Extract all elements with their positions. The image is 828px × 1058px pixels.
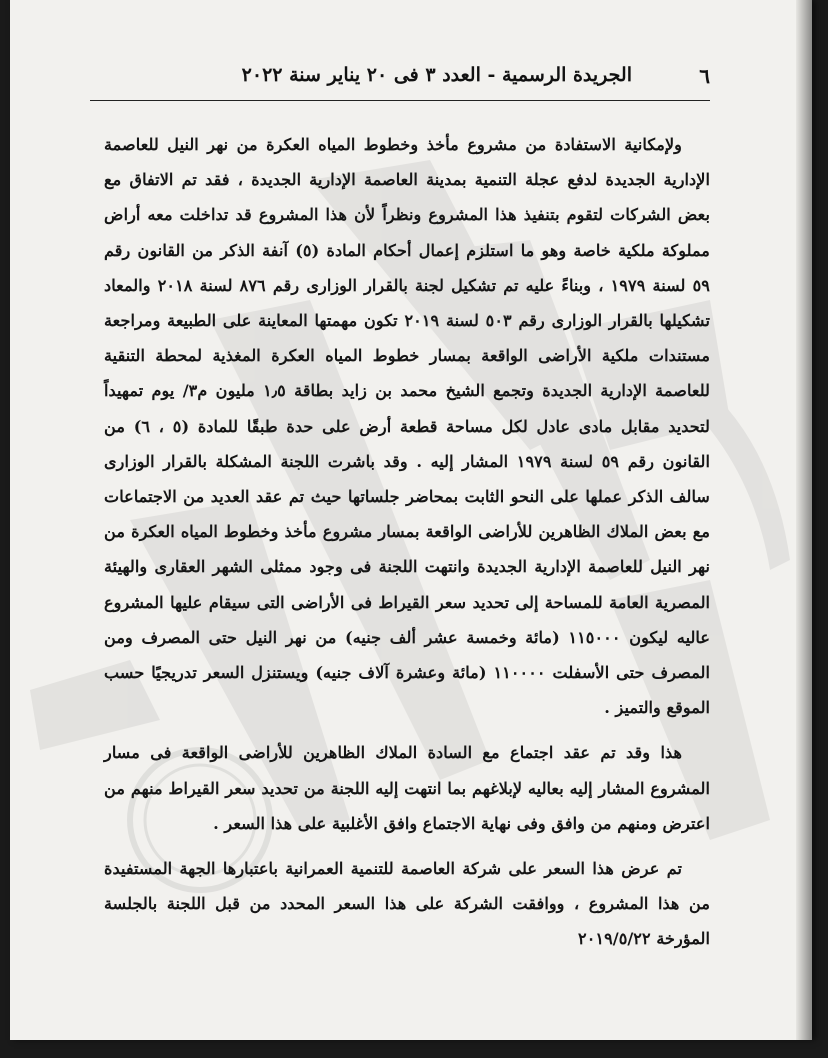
- page-edge-shadow: [796, 0, 812, 1040]
- gazette-issue-title: الجريدة الرسمية - العدد ٣ فى ٢٠ يناير سنة ٢٠٢٢: [241, 64, 632, 86]
- paragraph-3: تم عرض هذا السعر على شركة العاصمة للتنمية العمرانية باعتبارها الجهة المستفيدة من هذا المشروع ، ووافقت الشركة على هذا السعر المحدد من قبل اللجنة بالجلسة المؤرخة ٢٠١٩/٥/٢٢: [104, 859, 710, 949]
- paragraph-2: هذا وقد تم عقد اجتماع مع السادة الملاك الظاهرين للأراضى الواقعة فى مسار المشروع المشار إليه بعاليه لإبلاغهم بما انتهت إليه اللجنة من تحديد سعر القيراط منهم من اعترض ومنهم من وافق وفى نهاية الاجتماع وافق الأغلبية على هذا السعر .: [104, 743, 710, 833]
- paragraph-1: ولإمكانية الاستفادة من مشروع مأخذ وخطوط المياه العكرة من نهر النيل للعاصمة الإدارية الجديدة لدفع عجلة التنمية بمدينة العاصمة الإدارية الجديدة ، فقد تم الاتفاق مع بعض الشركات لتقوم بتنفيذ هذا المشروع ونظراً لأن هذا المشروع قد تداخلت معه أراض مملوكة ملكية خاصة وهو ما استلزم إعمال أحكام المادة (٥) آنفة الذكر من القانون رقم ٥٩ لسنة ١٩٧٩ ، وبناءً عليه تم تشكيل لجنة بالقرار الوزارى رقم ٨٧٦ لسنة ٢٠١٨ والمعاد تشكيلها بالقرار الوزارى رقم ٥٠٣ لسنة ٢٠١٩ تكون مهمتها المعاينة على الطبيعة ومراجعة مستندات ملكية الأراضى الواقعة بمسار خطوط المياه العكرة المغذية لمحطة التنقية للعاصمة الإدارية الجديدة وتجمع الشيخ محمد بن زايد بطاقة ١٫٥ مليون م٣/ يوم تمهيداً لتحديد مقابل مادى عادل لكل مساحة قطعة أرض على حدة طبقًا للمادة (٥ ، ٦) من القانون رقم ٥٩ لسنة ١٩٧٩ المشار إليه . وقد باشرت اللجنة المشكلة بالقرار الوزارى سالف الذكر عملها على النحو الثابت بمحاضر جلساتها حيث تم عقد العديد من الاجتماعات مع بعض الملاك الظاهرين للأراضى الواقعة بمسار مشروع مأخذ وخطوط المياه العكرة من نهر النيل للعاصمة الإدارية الجديدة وانتهت اللجنة فى وجود ممثلى الشهر العقارى والهيئة المصرية العامة للمساحة إلى تحديد سعر القيراط فى الأراضى التى سيقام عليها المشروع عاليه ليكون ١١٥٠٠٠ (مائة وخمسة عشر ألف جنيه) من نهر النيل حتى المصرف ومن المصرف حتى الأسفلت ١١٠٠٠٠ (مائة وعشرة آلاف جنيه) ويستنزل السعر تدريجيًا حسب الموقع والتميز .: [104, 135, 710, 718]
- page-number: ٦: [699, 64, 710, 88]
- header-divider: [90, 100, 710, 101]
- page-header: [90, 62, 710, 102]
- document-body: [104, 127, 710, 957]
- document-page: [10, 0, 812, 1040]
